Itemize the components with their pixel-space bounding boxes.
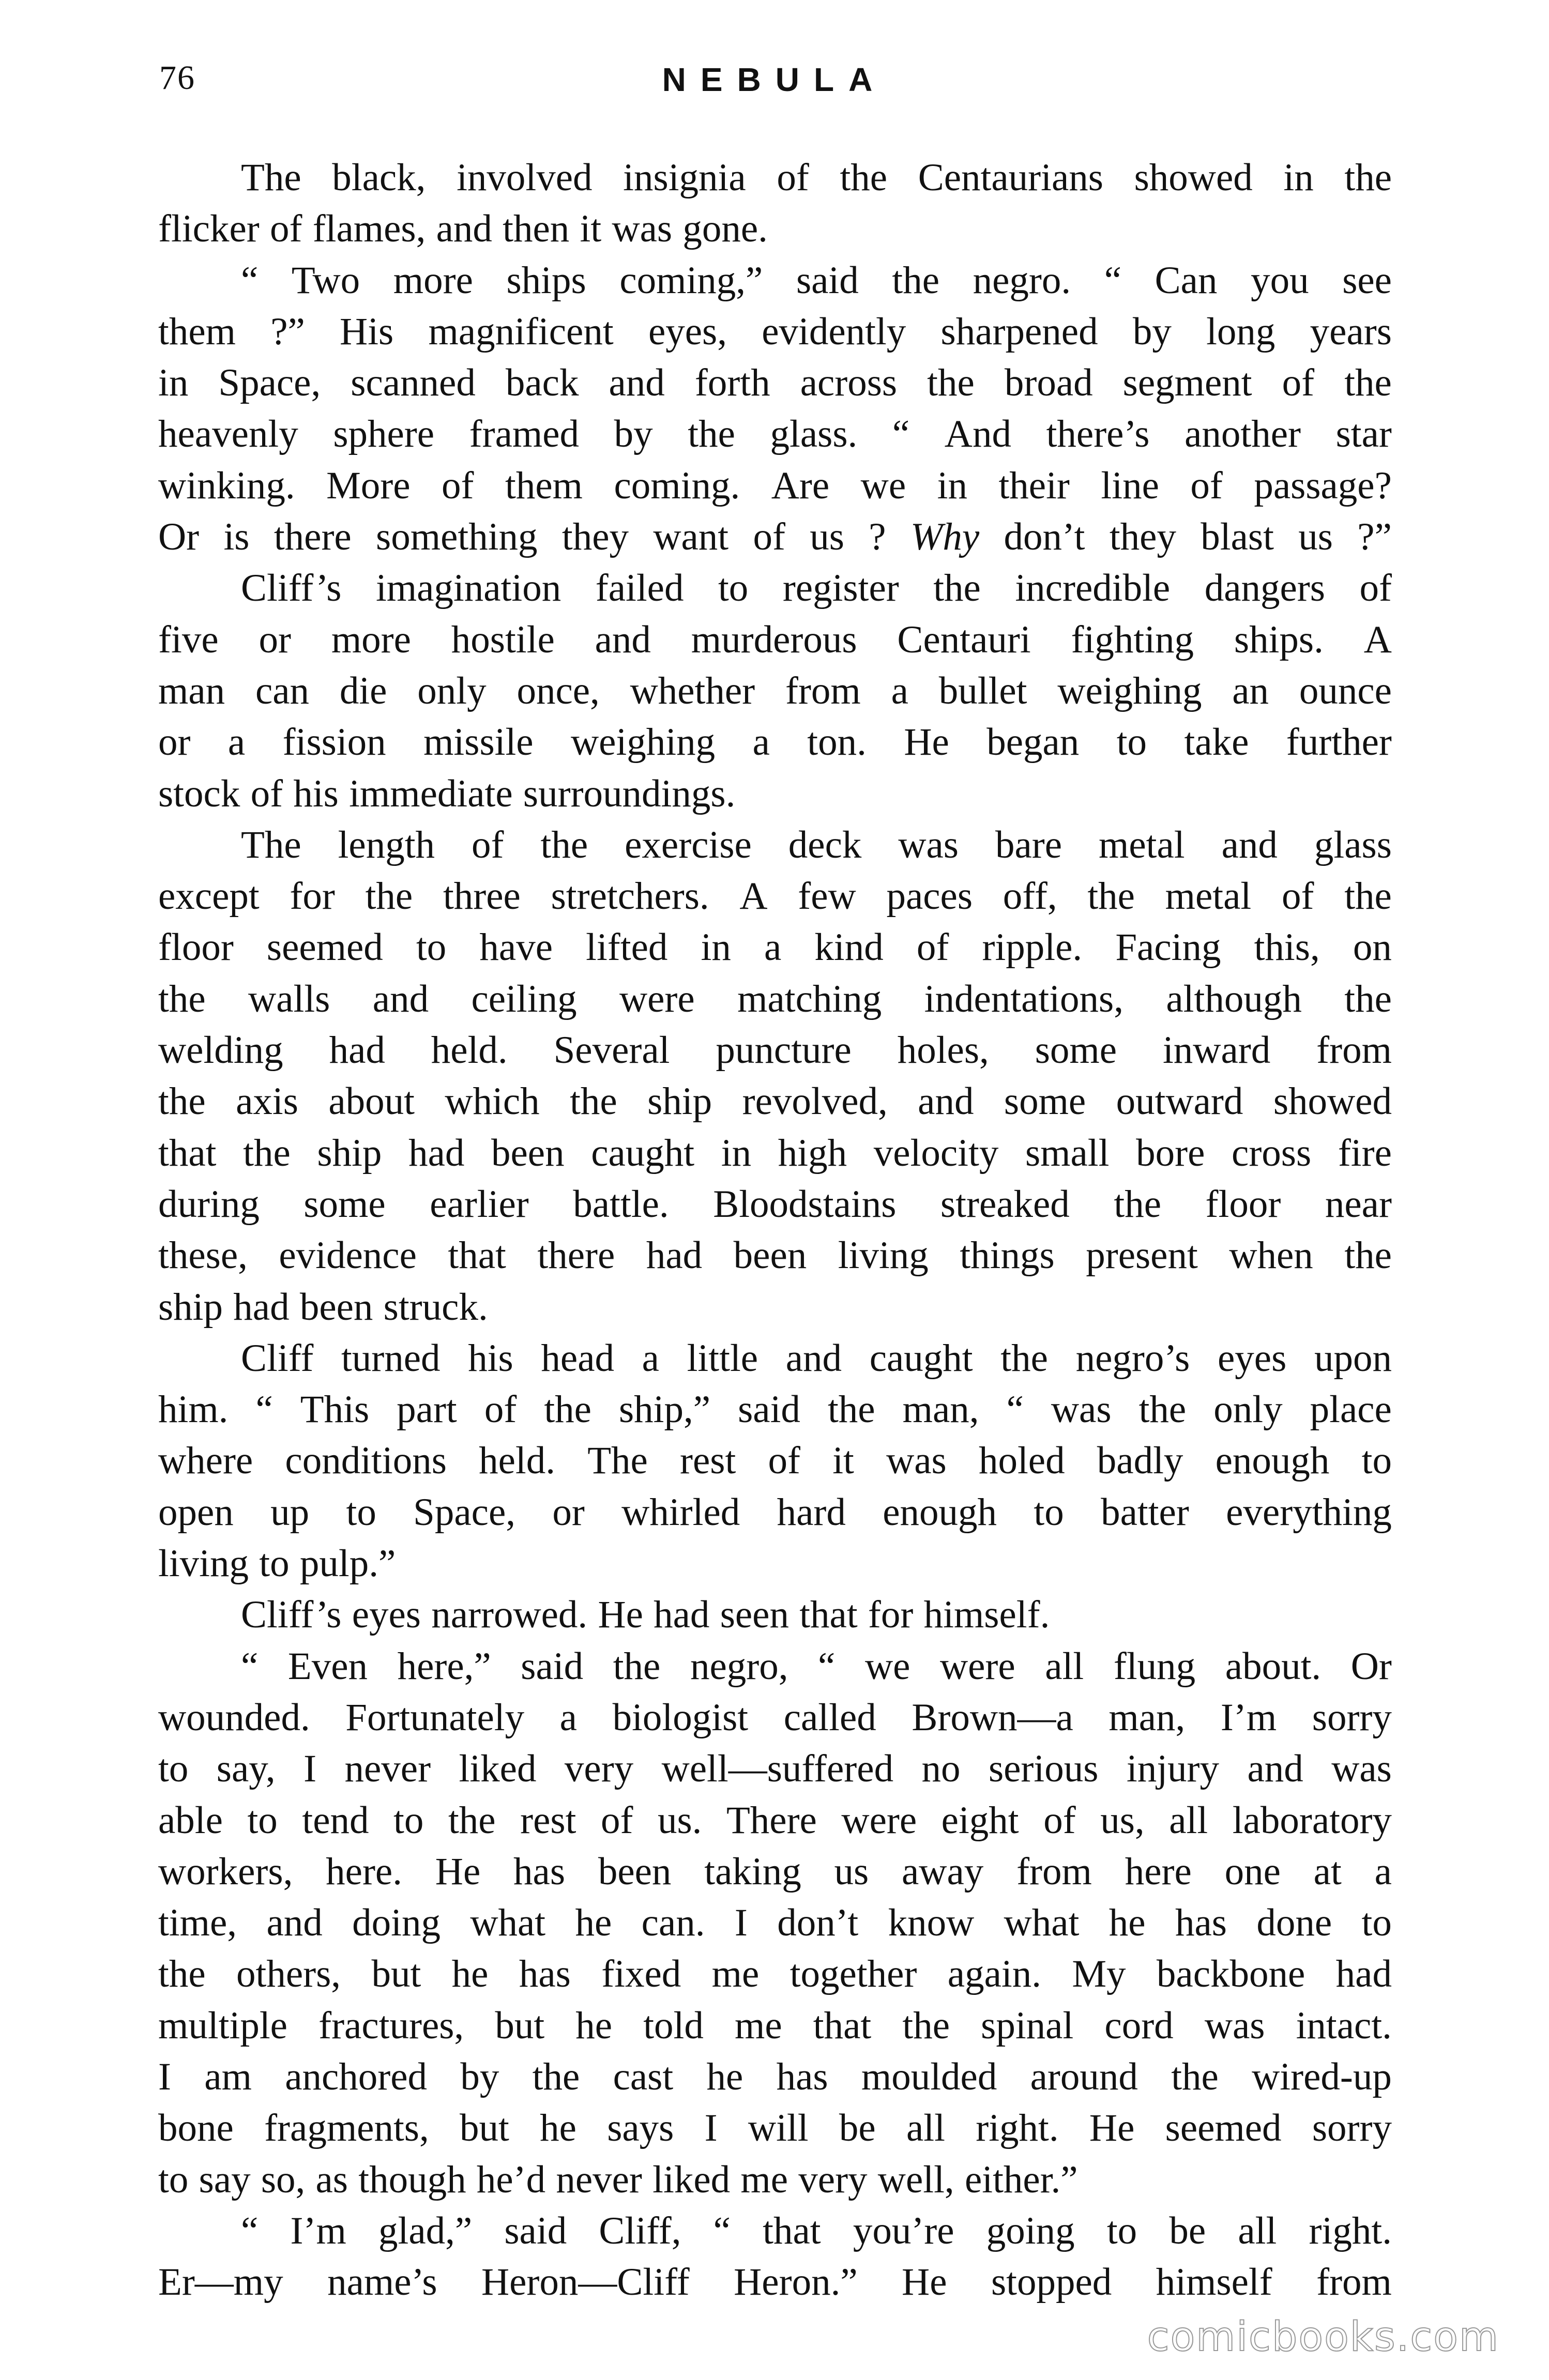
text-line: Or is there something they want of us ? Why don’t they blast us ?” bbox=[158, 515, 1392, 559]
text-line: these, evidence that there had been living things present when the bbox=[158, 1234, 1392, 1277]
text-line: Cliff’s eyes narrowed. He had seen that for himself. bbox=[241, 1593, 1050, 1637]
text-line: five or more hostile and murderous Centauri fighting ships. A bbox=[158, 618, 1392, 661]
text-line: able to tend to the rest of us. There were eight of us, all laboratory bbox=[158, 1798, 1392, 1842]
text-line: that the ship had been caught in high velocity small bore cross fire bbox=[158, 1131, 1392, 1174]
text-line: “ Two more ships coming,” said the negro. “ Can you see bbox=[241, 258, 1392, 302]
text-line: winking. More of them coming. Are we in their line of passage? bbox=[158, 464, 1392, 507]
text-line: I am anchored by the cast he has moulded around the wired-up bbox=[158, 2055, 1392, 2098]
text-line: the axis about which the ship revolved, and some outward showed bbox=[158, 1080, 1392, 1123]
text-line: to say, I never liked very well—suffered no serious injury and was bbox=[158, 1747, 1392, 1791]
text-line: to say so, as though he’d never liked me very well, either.” bbox=[158, 2158, 1078, 2201]
text-line: or a fission missile weighing a ton. He began to take further bbox=[158, 721, 1392, 764]
text-line: the walls and ceiling were matching indentations, although the bbox=[158, 977, 1392, 1020]
text-line: ship had been struck. bbox=[158, 1285, 488, 1329]
text-line: “ I’m glad,” said Cliff, “ that you’re going to be all right. bbox=[241, 2209, 1392, 2252]
text-line: stock of his immediate surroundings. bbox=[158, 772, 736, 815]
running-title: NEBULA bbox=[662, 61, 887, 98]
text-line: wounded. Fortunately a biologist called Brown—a man, I’m sorry bbox=[158, 1696, 1392, 1739]
text-line: man can die only once, whether from a bullet weighing an ounce bbox=[158, 669, 1392, 712]
text-line: flicker of flames, and then it was gone. bbox=[158, 207, 768, 251]
text-line: bone fragments, but he says I will be all right. He seemed sorry bbox=[158, 2107, 1392, 2150]
page-number: 76 bbox=[159, 59, 195, 97]
text-line: open up to Space, or whirled hard enough to batter everything bbox=[158, 1490, 1392, 1534]
text-line: The black, involved insignia of the Centaurians showed in the bbox=[241, 156, 1392, 199]
watermark: comicbooks.com bbox=[1147, 2314, 1499, 2360]
text-line: in Space, scanned back and forth across the broad segment of the bbox=[158, 361, 1392, 405]
text-line: Er—my name’s Heron—Cliff Heron.” He stopped himself from bbox=[158, 2261, 1392, 2304]
text-line: the others, but he has fixed me together again. My backbone had bbox=[158, 1952, 1392, 1996]
text-line: welding had held. Several puncture holes, some inward from bbox=[158, 1029, 1392, 1072]
body-text bbox=[158, 152, 1392, 2308]
text-line: Cliff’s imagination failed to register the incredible dangers of bbox=[241, 567, 1392, 610]
text-line: The length of the exercise deck was bare metal and glass bbox=[241, 823, 1392, 866]
text-line: workers, here. He has been taking us away from here one at a bbox=[158, 1850, 1392, 1893]
text-line: heavenly sphere framed by the glass. “ And there’s another star bbox=[158, 413, 1392, 456]
text-line: during some earlier battle. Bloodstains streaked the floor near bbox=[158, 1182, 1392, 1226]
text-line: floor seemed to have lifted in a kind of ripple. Facing this, on bbox=[158, 926, 1392, 969]
text-line: Cliff turned his head a little and caught the negro’s eyes upon bbox=[241, 1336, 1392, 1380]
text-line: time, and doing what he can. I don’t know what he has done to bbox=[158, 1901, 1392, 1945]
text-line: “ Even here,” said the negro, “ we were all flung about. Or bbox=[241, 1644, 1392, 1688]
text-line: multiple fractures, but he told me that the spinal cord was intact. bbox=[158, 2004, 1392, 2047]
text-line: him. “ This part of the ship,” said the man, “ was the only place bbox=[158, 1388, 1392, 1431]
text-line: where conditions held. The rest of it was holed badly enough to bbox=[158, 1439, 1392, 1483]
text-line: them ?” His magnificent eyes, evidently sharpened by long years bbox=[158, 310, 1392, 353]
text-line: living to pulp.” bbox=[158, 1542, 396, 1585]
text-line: except for the three stretchers. A few paces off, the metal of the bbox=[158, 875, 1392, 918]
